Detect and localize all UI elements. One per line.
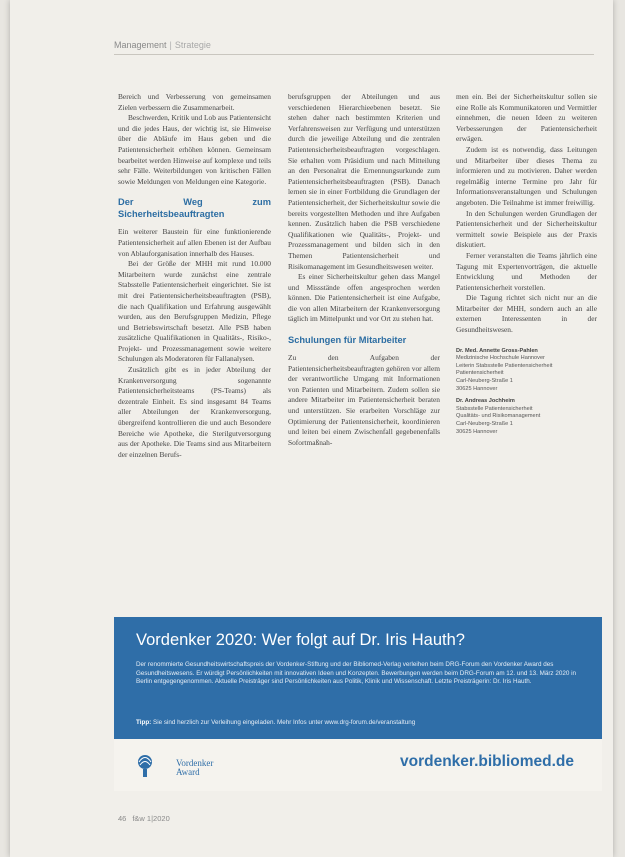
author-block (456, 398, 597, 436)
ad-tip-text: Sie sind herzlich zur Verleihung eingeladen. Mehr Infos unter www.drg-forum.de/veranstaltung (153, 719, 416, 726)
bio-line: Medizinische Hochschule Hannover (456, 355, 545, 362)
paragraph: Beschwerden, Kritik und Lob aus Patientensicht und die jedes Haus, der wichtig ist, sie Hinweise über die Abläufe im Haus geben und die Patientensicherheit erhöhen können. Gemeinsam bearbeitet werden Hinweise auf komplexe und teils sehr Fälle. Weiterbildungen von kritischen Fällen sowie Meldungen von Meldungen eine Kategorie. (118, 113, 271, 186)
logo-word-vordenker: Vordenker (176, 758, 214, 768)
section-heading: Schulungen für Mitarbeiter (288, 335, 407, 346)
paragraph: Bei der Größe der MHH mit rund 10.000 Mitarbeitern wurde zunächst eine zentrale Stabsstelle Patientensicherheit eingerichtet. Sie ist mit drei Patientensicherheitsbeauftragten (PSB), die nach Qualifikation und Erfahrung ausgewählt wurden, aus den Berufsgruppen Medizin, Pflege und Betriebswirtschaft besetzt. Alle PSB haben zusätzliche Qualifikationen in Qualitäts-, Risiko-, Projekt- und Prozessmanagement sowie weitere Schulungen als Moderatoren für Fallanalysen. (118, 259, 271, 364)
author-block (456, 348, 597, 394)
author-name: Dr. Andreas Jochheim (456, 398, 515, 405)
bio-line: Stabsstelle Patientensicherheit (456, 405, 533, 412)
paragraph: Die Tagung richtet sich nicht nur an die Mitarbeiter der MHH, sondern auch an alle externen Interessenten in der Gesundheitswesen. (456, 293, 597, 335)
subsection-label: Strategie (174, 40, 211, 50)
header-separator: | (169, 40, 172, 50)
paragraph: Zusätzlich gibt es in jeder Abteilung der Krankenversorgung sogenannte Patientensicherheitsteams (PS-Teams) als dezentrale Einheit. Es sind insgesamt 84 Teams aller Abteilungen der Krankenversorgung, übergreifend kontrollieren die und auch Besondere Bereiche wie Apotheke, die Sterilgutversorgung aus der Apotheke. Die Teams sind aus Mitarbeitern der einzelnen Berufs- (118, 365, 271, 459)
paragraph: Ferner veranstalten die Teams jährlich eine Tagung mit Expertenvorträgen, die aktuelle Entwicklung und Methoden der Patientensicherheit vorstellen. (456, 250, 597, 292)
paragraph: Zu den Aufgaben der Patientensicherheitsbeauftragten gehören vor allem der verantwortliche Umgang mit Informationen von Patienten und Mitarbeitern. Zudem sollen sie andere Mitarbeiter im Patientensicherheit beraten und unterstützen. Sie erarbeiten Vorschläge zur Optimierung der Patientensicherheit, koordinieren und leiten bei einem Zwischenfall gegebenenfalls Sofortmaßnah- (288, 353, 440, 447)
bio-line: 30625 Hannover (456, 385, 498, 392)
section-header (114, 40, 211, 50)
paragraph: men ein. Bei der Sicherheitskultur sollen sie eine Rolle als Kommunikatoren und Vermittler einnehmen, die neuen Ideen zu weiteren Verbesserungen der Patientensicherheit erwägen. (456, 92, 597, 144)
paragraph: Es einer Sicherheitskultur gehen dass Mangel und Missstände offen angesprochen werden können. Die Patientensicherheit ist eine Aufgabe, die von allen Mitarbeitern der Krankenversorgung täglich im Mittelpunkt und vor Ort zu stehen hat. (288, 272, 440, 324)
ad-tip-prefix: Tipp: (136, 719, 152, 726)
magazine-name: f&w 1|2020 (132, 814, 170, 823)
vordenker-award-logo (136, 749, 214, 783)
vordenker-advertisement (114, 617, 602, 791)
text-column-1 (118, 92, 271, 460)
author-name: Dr. Med. Annette Gross-Pahlen (456, 347, 538, 354)
section-label: Management (114, 40, 167, 50)
paragraph: Zudem ist es notwendig, dass Leitungen und Mitarbeiter über dieses Thema zu informieren und zu motivieren. Daher werden regelmäßig interne Termine pro Jahr für Informationsveranstaltungen und Schulungen angeboten. Die Teilnahme ist immer freiwillig. (456, 144, 597, 207)
bio-line: Patientensicherheit (456, 370, 504, 377)
bio-line: Carl-Neuberg-Straße 1 (456, 378, 513, 385)
ad-footer (114, 739, 602, 791)
bio-line: 30625 Hannover (456, 428, 498, 435)
paragraph: Bereich und Verbesserung von gemeinsamen Zielen verbessern die Zusammenarbeit. (118, 92, 271, 112)
page-number: 46 (118, 814, 127, 823)
logo-word-award: Award (176, 767, 200, 777)
section-heading: Der Weg zum Sicherheitsbeauftragten (118, 197, 271, 220)
paragraph: In den Schulungen werden Grundlagen der Patientensicherheit und der Sicherheitskultur vermittelt sowie Beispiele aus der Praxis diskutiert. (456, 208, 597, 250)
text-column-3 (456, 92, 597, 441)
text-column-2 (288, 92, 440, 448)
paragraph: berufsgruppen der Abteilungen und aus verschiedenen Hierarchieebenen besetzt. Sie stehen daher nach bestimmten Kriterien und Verfahrensweisen zur Verfügung und unterstützen durch die jeweilige Abteilung und die zentralen Patientensicherheitsbeauftragten vorgeschlagen. Sie erhalten vom Präsidium und nach Mitteilung an den Personalrat die Ernennungsurkunde zum Patientensicherheitsbeauftragten (PSB). Danach lernen sie in einer Fortbildung die Grundlagen der Patientensicherheit, der Sicherheitskultur sowie die bereits vorgestellten Methoden und ihre Aufgaben kennen. Zusätzlich haben die PSB verschiedene Qualifikationen wie Qualitäts-, Projekt- und Prozessmanagement und bilden sich in den Themen Patientensicherheit und Risikomanagement im Gesundheitswesen weiter. (288, 92, 440, 271)
ad-tip (136, 719, 580, 728)
bio-line: Qualitäts- und Risikomanagement (456, 413, 541, 420)
ad-url-link[interactable]: vordenker.bibliomed.de (400, 753, 574, 770)
bio-line: Carl-Neuberg-Straße 1 (456, 421, 513, 427)
header-rule (114, 54, 594, 55)
page-footer (118, 814, 170, 823)
ad-body: Der renommierte Gesundheitswirtschaftspreis der Vordenker-Stiftung und der Bibliomed-Verlag verleihen beim DRG-Forum den Vordenker Award des Gesundheitswesens. Er würdigt Persönlichkeiten mit innovativen Ideen und Konzepten. Bewerbungen werden beim DRG-Forum am 12. und 13. März 2020 in Berlin entgegengenommen. Aktuelle Preisträger sind Persönlichkeiten aus Politik, Klinik und Wissenschaft. Letzte Preisträgerin: Dr. Iris Hauth. (136, 661, 576, 686)
author-bio (456, 348, 597, 437)
bio-line: Leiterin Stabsstelle Patientensicherheit (456, 362, 553, 369)
paragraph: Ein weiterer Baustein für eine funktionierende Patientensicherheit auf allen Ebenen ist der Aufbau von Ablauforganisation innerhalb des Hauses. (118, 227, 271, 258)
ad-title: Vordenker 2020: Wer folgt auf Dr. Iris Hauth? (136, 631, 465, 649)
